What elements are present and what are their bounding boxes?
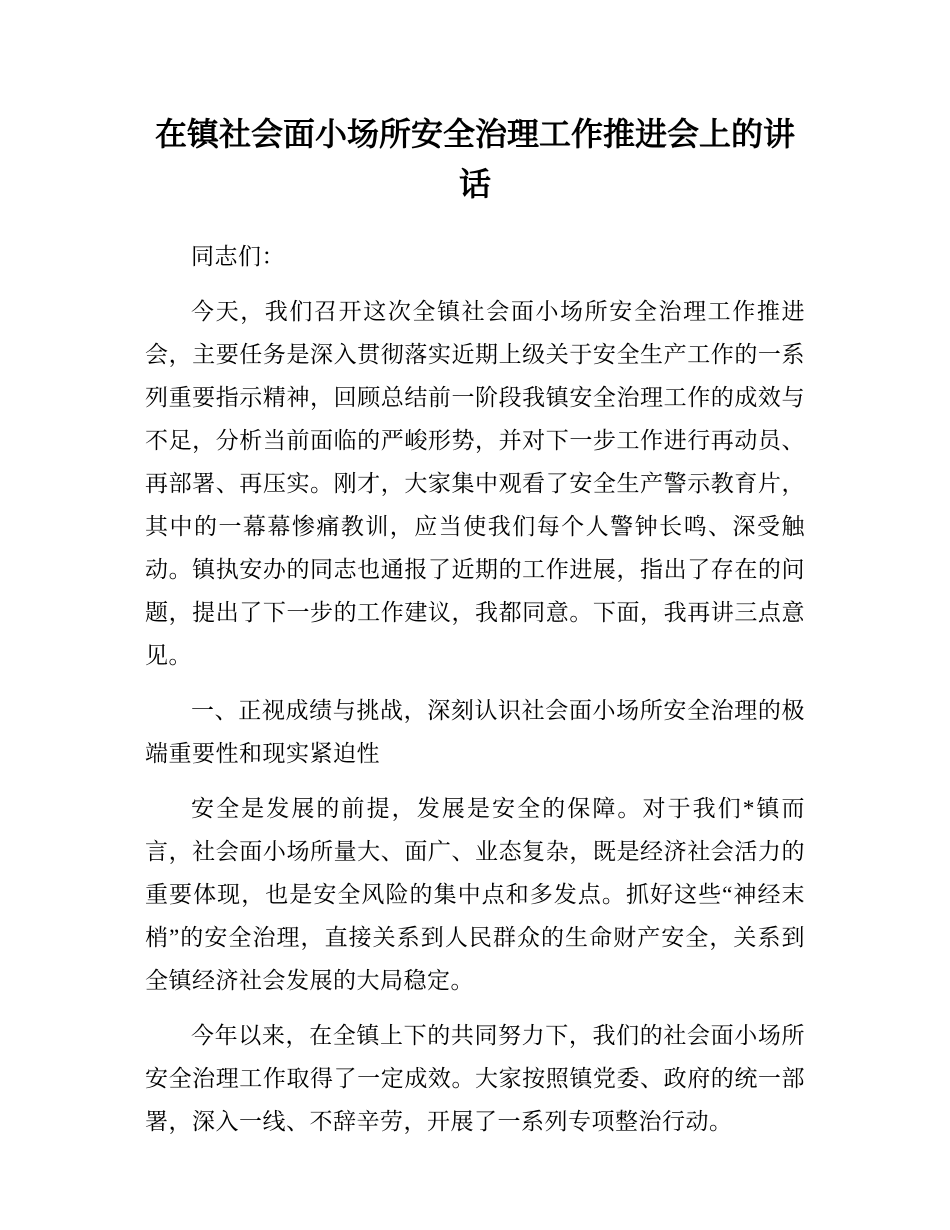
document-title: 在镇社会面小场所安全治理工作推进会上的讲话 — [154, 116, 795, 202]
paragraph-achievements: 今年以来，在全镇上下的共同努力下，我们的社会面小场所安全治理工作取得了一定成效。大家按照镇党委、政府的统一部署，深入一线、不辞辛劳，开展了一系列专项整治行动。 — [145, 1023, 805, 1135]
salutation: 同志们： — [191, 244, 285, 270]
paragraph-opening: 今天，我们召开这次全镇社会面小场所安全治理工作推进会，主要任务是深入贯彻落实近期上级关于安全生产工作的一系列重要指示精神，回顾总结前一阶段我镇安全治理工作的成效与不足，分析当前面临的严峻形势，并对下一步工作进行再动员、再部署、再压实。刚才，大家集中观看了安全生产警示教育片，其中的一幕幕惨痛教训，应当使我们每个人警钟长鸣、深受触动。镇执安办的同志也通报了近期的工作进展，指出了存在的问题，提出了下一步的工作建议，我都同意。下面，我再讲三点意见。 — [145, 299, 805, 669]
paragraph-importance: 安全是发展的前提，发展是安全的保障。对于我们*镇而言，社会面小场所量大、面广、业态复杂，既是经济社会活力的重要体现，也是安全风险的集中点和多发点。抓好这些“神经末梢”的安全治理，直接关系到人民群众的生命财产安全，关系到全镇经济社会发展的大局稳定。 — [145, 796, 805, 994]
section-heading-1: 一、正视成绩与挑战，深刻认识社会面小场所安全治理的极端重要性和现实紧迫性 — [145, 698, 805, 767]
document-body — [145, 235, 805, 1143]
